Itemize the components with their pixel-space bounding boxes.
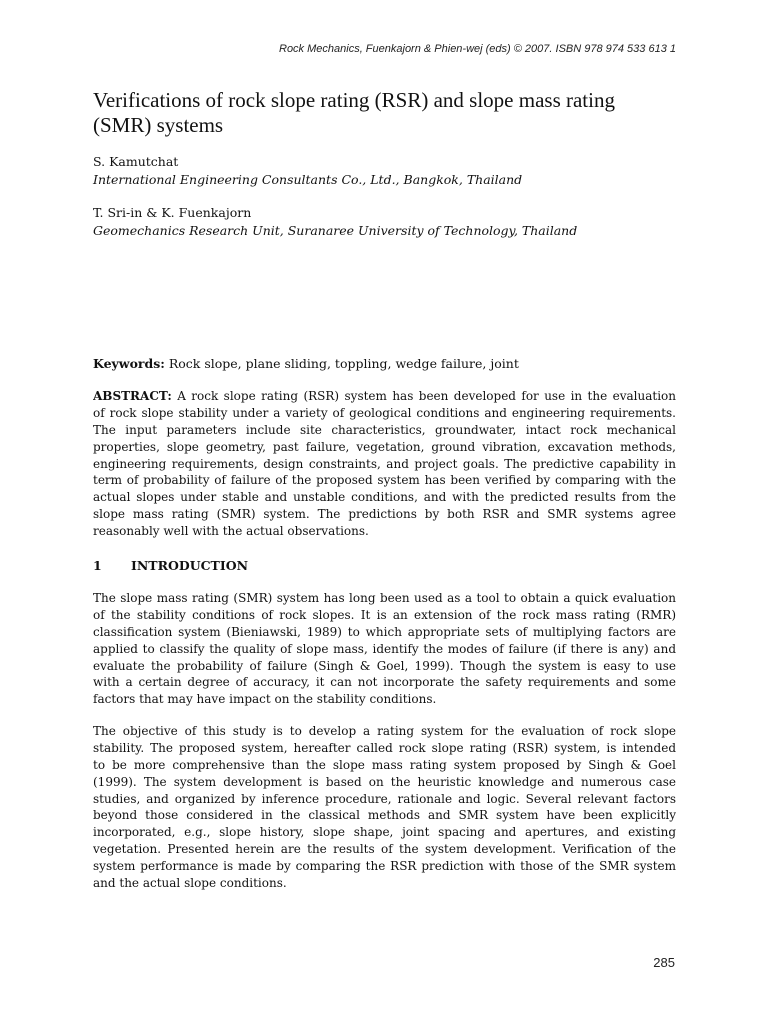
author-name: T. Sri-in & K. Fuenkajorn xyxy=(93,205,252,220)
keywords-text: Rock slope, plane sliding, toppling, wedge failure, joint xyxy=(164,356,519,371)
abstract-line: slope mass rating (SMR) system. The predictions by both RSR and SMR systems agree xyxy=(93,507,676,522)
paragraph-line: factors that may have impact on the stability conditions. xyxy=(93,692,437,707)
abstract-label: ABSTRACT: xyxy=(93,389,172,403)
paper-title xyxy=(93,88,693,138)
abstract-line: actual slopes under stable and unstable conditions, and with the predicted results from the xyxy=(93,490,676,505)
abstract-line: engineering requirements, design constraints, and project goals. The predictive capability in xyxy=(93,456,676,471)
page-number: 285 xyxy=(653,955,675,970)
abstract-line: of rock slope stability under a variety of geological conditions and engineering requirements. xyxy=(93,405,676,420)
paragraph-line: The slope mass rating (SMR) system has long been used as a tool to obtain a quick evaluation xyxy=(93,591,676,605)
title-line: Verifications of rock slope rating (RSR) and slope mass rating xyxy=(93,88,615,112)
abstract-line: ABSTRACT: A rock slope rating (RSR) system has been developed for use in the evaluation xyxy=(93,389,676,403)
body-paragraph xyxy=(93,723,676,892)
paragraph-line: beyond those considered in the classical methods and SMR system have been explicitly xyxy=(93,808,676,823)
running-header: Rock Mechanics, Fuenkajorn & Phien-wej (eds) © 2007. ISBN 978 974 533 613 1 xyxy=(279,43,676,55)
paragraph-line: incorporated, e.g., slope history, slope shape, joint spacing and apertures, and existing xyxy=(93,825,676,840)
author-affiliation: Geomechanics Research Unit, Suranaree University of Technology, Thailand xyxy=(93,223,578,238)
paragraph-line: classification system (Bieniawski, 1989) to which appropriate sets of multiplying factors are xyxy=(93,624,676,639)
paragraph-line: with a certain degree of accuracy, it can not incorporate the safety requirements and some xyxy=(93,675,676,690)
section-title: INTRODUCTION xyxy=(131,558,249,573)
abstract-line: term of probability of failure of the proposed system has been verified by comparing with the xyxy=(93,473,676,488)
paragraph-line: to be more comprehensive than the slope mass rating system proposed by Singh & Goel xyxy=(93,757,676,772)
keywords-label: Keywords: xyxy=(93,356,165,371)
author-affiliation: International Engineering Consultants Co., Ltd., Bangkok, Thailand xyxy=(93,172,523,187)
paragraph-line: of the stability conditions of rock slopes. It is an extension of the rock mass rating (RMR) xyxy=(93,607,676,622)
paragraph-line: and the actual slope conditions. xyxy=(93,876,287,891)
keywords xyxy=(93,355,519,372)
section-heading xyxy=(93,557,248,574)
body-paragraph xyxy=(93,590,676,708)
paragraph-line: (1999). The system development is based on the heuristic knowledge and numerous case xyxy=(93,774,676,789)
paragraph-line: stability. The proposed system, hereafter called rock slope rating (RSR) system, is intended xyxy=(93,740,676,755)
abstract-line: The input parameters include site characteristics, groundwater, intact rock mechanical xyxy=(93,422,676,437)
paragraph-line: evaluate the probability of failure (Singh & Goel, 1999). Though the system is easy to use xyxy=(93,658,676,673)
author-name: S. Kamutchat xyxy=(93,154,179,169)
title-line: (SMR) systems xyxy=(93,113,224,137)
paragraph-line: vegetation. Presented herein are the results of the system development. Verification of the xyxy=(93,842,676,857)
paragraph-line: The objective of this study is to develop a rating system for the evaluation of rock slope xyxy=(93,724,676,738)
abstract-line: reasonably well with the actual observations. xyxy=(93,524,369,539)
paragraph-line: studies, and organized by inference procedure, rationale and logic. Several relevant factors xyxy=(93,791,676,806)
abstract xyxy=(93,388,676,540)
abstract-line: properties, slope geometry, past failure, vegetation, ground vibration, excavation methods, xyxy=(93,439,676,454)
section-number: 1 xyxy=(93,558,102,573)
paragraph-line: system performance is made by comparing the RSR prediction with those of the SMR system xyxy=(93,859,676,874)
paragraph-line: applied to classify the quality of slope mass, identify the modes of failure (if there is any) and xyxy=(93,641,676,656)
